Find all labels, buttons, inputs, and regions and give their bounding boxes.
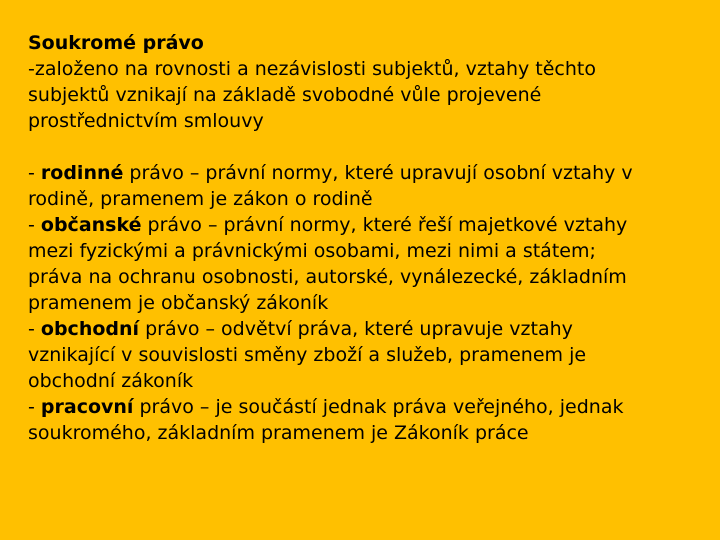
item-keyword: pracovní: [40, 396, 134, 418]
item-keyword: obchodní: [40, 318, 140, 340]
item-line: mezi fyzickými a právnickými osobami, mezi nimi a státem;: [28, 240, 596, 262]
slide-title: Soukromé právo: [28, 32, 204, 54]
slide-content: [28, 30, 708, 446]
intro-line: prostřednictvím smlouvy: [28, 110, 264, 132]
item-rodinne: [28, 160, 708, 212]
item-prefix: -: [28, 214, 41, 236]
item-pracovni: [28, 394, 708, 446]
intro-line: -založeno na rovnosti a nezávislosti subjektů, vztahy těchto: [28, 58, 596, 80]
item-line: pramenem je občanský zákoník: [28, 292, 329, 314]
intro-paragraph: [28, 56, 708, 134]
item-text: právo – je součástí jednak práva veřejného, jednak: [133, 396, 624, 418]
paragraph-spacer: [28, 134, 708, 160]
intro-line: subjektů vznikají na základě svobodné vůle projevené: [28, 84, 542, 106]
item-first-line: [28, 394, 708, 420]
item-line: práva na ochranu osobnosti, autorské, vynálezecké, základním: [28, 266, 627, 288]
item-line: rodině, pramenem je zákon o rodině: [28, 188, 373, 210]
item-first-line: [28, 160, 708, 186]
item-obchodni: [28, 316, 708, 394]
item-prefix: -: [28, 396, 41, 418]
item-line: vznikající v souvislosti směny zboží a služeb, pramenem je: [28, 344, 587, 366]
item-text: právo – právní normy, které upravují osobní vztahy v: [123, 162, 633, 184]
item-line: obchodní zákoník: [28, 370, 194, 392]
item-text: právo – odvětví práva, které upravuje vztahy: [139, 318, 573, 340]
item-keyword: občanské: [40, 214, 142, 236]
item-first-line: [28, 212, 708, 238]
item-first-line: [28, 316, 708, 342]
item-prefix: -: [28, 162, 41, 184]
item-obcanske: [28, 212, 708, 316]
item-keyword: rodinné: [40, 162, 124, 184]
item-text: právo – právní normy, které řeší majetkové vztahy: [141, 214, 628, 236]
item-prefix: -: [28, 318, 41, 340]
item-line: soukromého, základním pramenem je Zákoník práce: [28, 422, 529, 444]
